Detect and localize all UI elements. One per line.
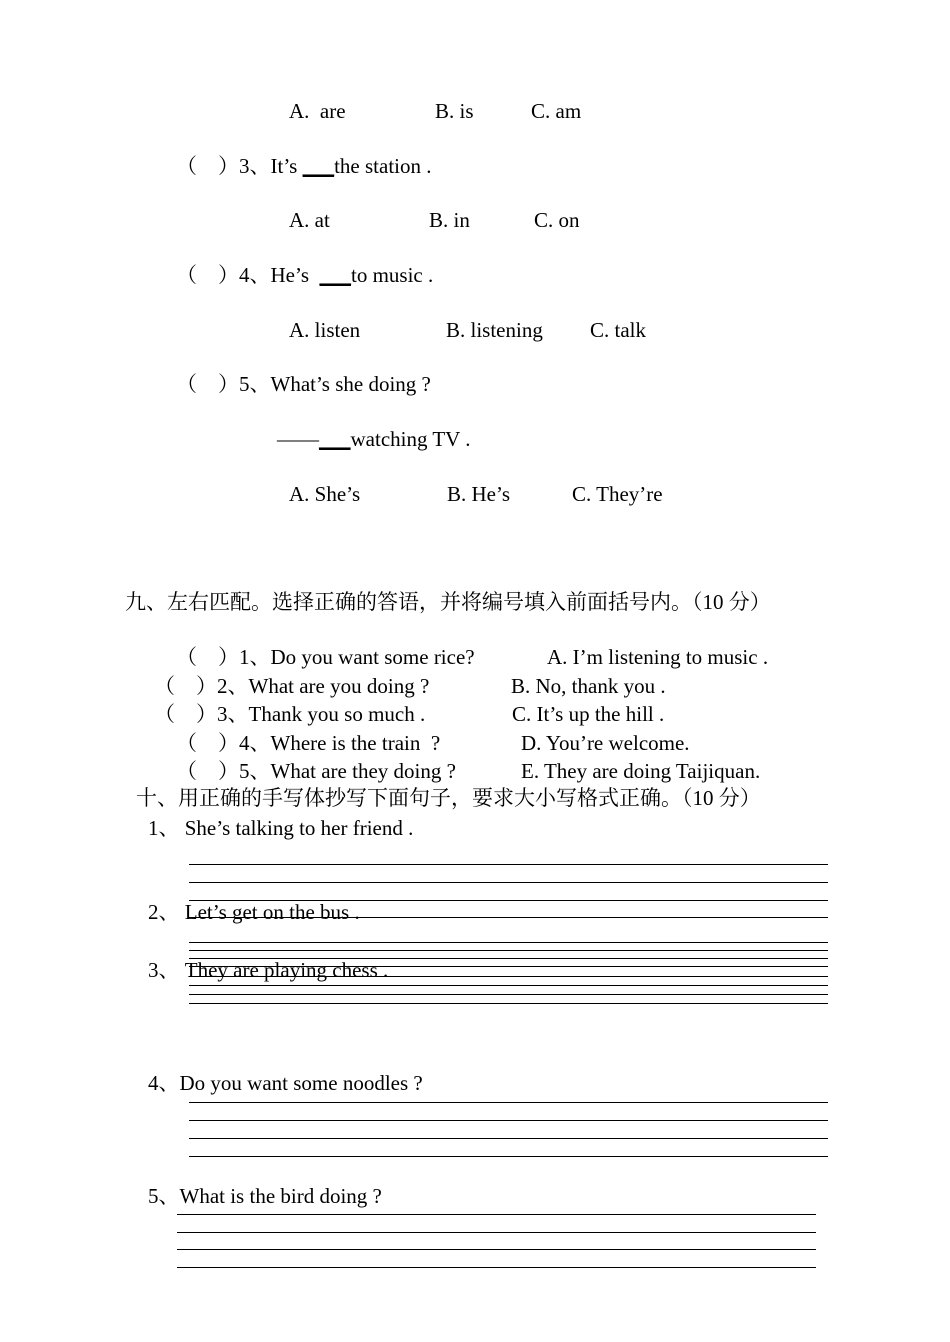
copy-item-4: 4、Do you want some noodles ?	[148, 1071, 423, 1095]
section-9-title: 九、左右匹配。选择正确的答语，并将编号填入前面括号内。（10 分）	[125, 590, 771, 614]
writing-line	[177, 1249, 816, 1250]
match-answer-c: C. It’s up the hill .	[512, 702, 665, 726]
writing-line	[189, 1003, 828, 1004]
q5-option-c: C. They’re	[572, 482, 663, 506]
writing-line	[189, 1156, 828, 1157]
writing-line	[177, 1232, 816, 1233]
writing-line	[189, 958, 828, 959]
answer-paren: （ ）	[176, 154, 239, 178]
q3-option-b: B. in	[429, 208, 470, 232]
writing-line	[189, 966, 828, 967]
question-5: （ ）5、What’s she doing ?	[176, 372, 431, 396]
match-answer-d: D. You’re welcome.	[521, 731, 690, 755]
q4-option-b: B. listening	[446, 318, 543, 342]
copy-item-2: 2、 Let’s get on the bus .	[148, 900, 360, 924]
writing-line	[189, 994, 828, 995]
q5-option-a: A. She’s	[289, 482, 361, 506]
q3-option-c: C. on	[534, 208, 580, 232]
q4-option-a: A. listen	[289, 318, 361, 342]
writing-line	[189, 882, 828, 883]
writing-line	[189, 942, 828, 943]
writing-line	[189, 976, 828, 977]
q2-option-b: B. is	[435, 99, 474, 123]
copy-item-3: 3、 They are playing chess .	[148, 958, 389, 982]
writing-line	[189, 1138, 828, 1139]
match-question-4: （ ）4、Where is the train ?	[176, 731, 441, 755]
match-answer-b: B. No, thank you .	[511, 674, 666, 698]
writing-line	[177, 1214, 816, 1215]
q4-option-c: C. talk	[590, 318, 646, 342]
writing-line	[189, 900, 828, 901]
match-question-3: （ ）3、Thank you so much .	[154, 702, 426, 726]
fill-blank: ___	[319, 427, 351, 451]
copy-item-5: 5、What is the bird doing ?	[148, 1184, 382, 1208]
match-question-2: （ ）2、What are you doing ?	[154, 674, 430, 698]
q3-option-a: A. at	[289, 208, 330, 232]
writing-line	[189, 950, 828, 951]
q2-option-c: C. am	[531, 99, 582, 123]
q2-option-a: A. are	[289, 99, 346, 123]
match-question-1: （ ）1、Do you want some rice?	[176, 645, 475, 669]
section-10-title: 十、用正确的手写体抄写下面句子，要求大小写格式正确。（10 分）	[136, 786, 761, 810]
writing-line	[189, 985, 828, 986]
q5-answer-line: ——___watching TV .	[277, 427, 471, 451]
answer-paren: （ ）	[176, 372, 239, 396]
fill-blank: ___	[319, 263, 351, 287]
q5-option-b: B. He’s	[447, 482, 510, 506]
fill-blank: ___	[302, 154, 335, 178]
writing-line	[189, 917, 828, 918]
writing-line	[189, 864, 828, 865]
match-answer-e: E. They are doing Taijiquan.	[521, 759, 761, 783]
copy-item-1: 1、 She’s talking to her friend .	[148, 816, 414, 840]
answer-paren: （ ）	[176, 263, 239, 287]
match-question-5: （ ）5、What are they doing ?	[176, 759, 456, 783]
question-3: （ ）3、It’s ___the station .	[176, 154, 432, 178]
question-4: （ ）4、He’s ___to music .	[176, 263, 434, 287]
writing-line	[189, 1120, 828, 1121]
match-answer-a: A. I’m listening to music .	[547, 645, 769, 669]
writing-line	[177, 1267, 816, 1268]
writing-line	[189, 1102, 828, 1103]
